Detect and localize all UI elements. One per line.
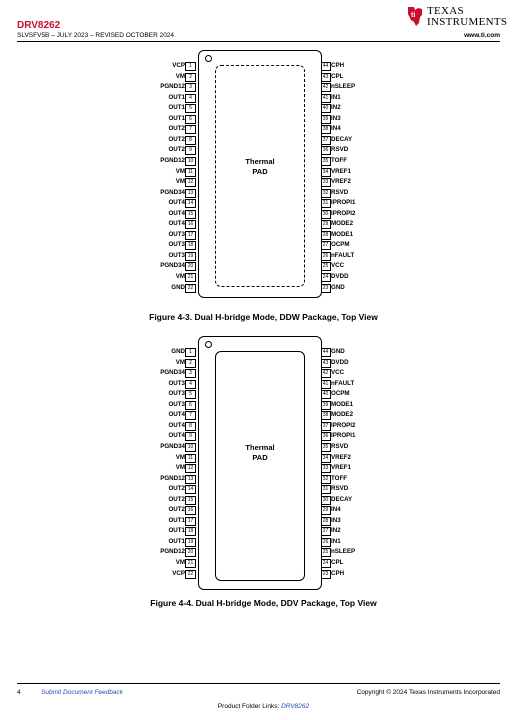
website-link[interactable]: www.ti.com (464, 32, 500, 39)
pin-name: OUT2 (168, 135, 185, 143)
right-pin-42 (320, 369, 390, 377)
pin-name: DVDD (331, 358, 349, 366)
left-pin-14 (140, 485, 196, 493)
pin-number: 13 (185, 475, 196, 484)
pin-number: 19 (185, 252, 196, 261)
left-pin-10 (140, 157, 196, 165)
right-pin-33 (320, 464, 390, 472)
pin-number: 14 (185, 199, 196, 208)
pin-name: IPROPI2 (331, 209, 356, 217)
ti-logo (405, 5, 508, 33)
pin-name: OUT3 (168, 241, 185, 249)
left-pin-11 (140, 454, 196, 462)
pin-name: CPL (331, 72, 344, 80)
ddw-package-outline (198, 50, 322, 298)
pin-name: OUT4 (168, 411, 185, 419)
logo-text-line1: TEXAS (427, 5, 464, 17)
pin-number: 24 (320, 273, 331, 282)
pin-name: VM (175, 167, 185, 175)
pin-number: 12 (185, 178, 196, 187)
pin-number: 42 (320, 369, 331, 378)
left-pin-17 (140, 517, 196, 525)
left-pin-9 (140, 146, 196, 154)
ddv-thermal-pad-label (199, 443, 321, 463)
pin-name: VCC (331, 369, 345, 377)
pin-number: 34 (320, 454, 331, 463)
product-folder-prefix: Product Folder Links: (217, 703, 282, 710)
submit-feedback-link[interactable]: Submit Document Feedback (41, 689, 124, 696)
pin-name: OUT1 (168, 93, 185, 101)
pin-number: 41 (320, 94, 331, 103)
pin-number: 39 (320, 401, 331, 410)
pin-number: 26 (320, 538, 331, 547)
pin-name: RSVD (331, 442, 349, 450)
right-pin-30 (320, 496, 390, 504)
pin-number: 21 (185, 559, 196, 568)
ddv-package-outline (198, 336, 322, 590)
pin-name: VM (175, 559, 185, 566)
right-pin-27 (320, 241, 390, 249)
right-pin-37 (320, 422, 390, 430)
pin-number: 9 (185, 432, 196, 441)
pin-name: GND (171, 283, 185, 291)
right-pin-24 (320, 559, 390, 567)
pin-name: PGND12 (160, 548, 185, 556)
pin-name: OUT1 (168, 516, 185, 524)
pin-number: 42 (320, 83, 331, 92)
pin-number: 15 (185, 496, 196, 505)
pin-name: VM (175, 358, 185, 366)
pin-name: MODE1 (331, 230, 354, 238)
pin-name: VM (175, 464, 185, 472)
pin-name: OUT4 (168, 220, 185, 228)
ddv-thermal-pad (215, 351, 305, 581)
pin-number: 23 (320, 570, 331, 579)
right-pin-29 (320, 506, 390, 514)
left-pin-11 (140, 168, 196, 176)
pin-number: 24 (320, 559, 331, 568)
pin-name: OUT2 (168, 146, 185, 154)
right-pin-41 (320, 380, 390, 388)
pin-number: 2 (185, 359, 196, 368)
svg-text:ti: ti (411, 12, 416, 19)
pin-number: 38 (320, 125, 331, 134)
left-pin-22 (140, 284, 196, 292)
pin-number: 16 (185, 220, 196, 229)
left-pin-4 (140, 380, 196, 388)
right-pin-44 (320, 348, 390, 356)
pin-number: 36 (320, 432, 331, 441)
pin-name: OUT1 (168, 114, 185, 122)
pin-name: DECAY (331, 135, 353, 143)
pin-name: OUT4 (168, 199, 185, 207)
right-pin-34 (320, 168, 390, 176)
pin-name: IPROPI1 (331, 199, 356, 207)
pin-number: 25 (320, 548, 331, 557)
right-pin-42 (320, 83, 390, 91)
pin-name: VCP (172, 569, 185, 577)
left-pin-10 (140, 443, 196, 451)
pin-name: IN3 (331, 516, 341, 524)
left-pin-18 (140, 527, 196, 535)
pin-number: 39 (320, 115, 331, 124)
pin-name: VM (175, 72, 185, 80)
pin-name: VCC (331, 262, 345, 270)
pin-name: IN4 (331, 506, 341, 514)
pin-name: OUT2 (168, 125, 185, 133)
pin-name: OUT3 (168, 251, 185, 259)
pin-name: PGND12 (160, 83, 185, 91)
pin1-indicator (205, 55, 212, 62)
right-pin-29 (320, 220, 390, 228)
pin-name: VREF1 (331, 464, 351, 472)
pin-name: CPH (331, 62, 345, 69)
pin-number: 37 (320, 136, 331, 145)
pin-name: OUT3 (168, 390, 185, 398)
left-pin-19 (140, 252, 196, 260)
left-pin-8 (140, 136, 196, 144)
pin-name: IN2 (331, 104, 341, 112)
pin-number: 15 (185, 210, 196, 219)
pin-number: 14 (185, 485, 196, 494)
left-pin-17 (140, 231, 196, 239)
right-pin-35 (320, 157, 390, 165)
pin-number: 38 (320, 411, 331, 420)
pin-name: IN1 (331, 537, 341, 545)
right-pin-26 (320, 252, 390, 260)
right-pin-43 (320, 73, 390, 81)
document-revision: SLVSFV5B – JULY 2023 – REVISED OCTOBER 2024 (17, 32, 175, 39)
left-pin-1 (140, 348, 196, 356)
pin-number: 22 (185, 570, 196, 579)
right-pin-33 (320, 178, 390, 186)
pin-number: 1 (185, 62, 196, 71)
pin-number: 34 (320, 168, 331, 177)
pin-name: MODE2 (331, 411, 354, 419)
left-pin-6 (140, 115, 196, 123)
pin-number: 21 (185, 273, 196, 282)
left-pin-5 (140, 104, 196, 112)
left-pin-12 (140, 464, 196, 472)
right-pin-38 (320, 411, 390, 419)
figure-4-3-caption: Figure 4-3. Dual H-bridge Mode, DDW Package, Top View (149, 312, 378, 322)
pin-number: 17 (185, 517, 196, 526)
copyright-notice: Copyright © 2024 Texas Instruments Incorporated (356, 689, 500, 696)
pin-number: 37 (320, 422, 331, 431)
pin-number: 40 (320, 104, 331, 113)
pin-name: OUT3 (168, 400, 185, 408)
pin-number: 9 (185, 146, 196, 155)
pin-name: DECAY (331, 495, 353, 503)
pin-name: RSVD (331, 188, 349, 196)
pin-name: VM (175, 273, 185, 280)
right-pin-30 (320, 210, 390, 218)
pin-name: OCPM (331, 390, 350, 398)
left-pin-2 (140, 73, 196, 81)
left-pin-21 (140, 273, 196, 281)
pin-number: 27 (320, 527, 331, 536)
right-pin-38 (320, 125, 390, 133)
pin-number: 44 (320, 348, 331, 357)
pin-name: VM (175, 453, 185, 461)
left-pin-20 (140, 548, 196, 556)
left-pin-7 (140, 125, 196, 133)
pin-name: IPROPI2 (331, 421, 356, 429)
pin-name: PGND12 (160, 156, 185, 164)
pin-number: 33 (320, 464, 331, 473)
right-pin-40 (320, 390, 390, 398)
right-pin-36 (320, 432, 390, 440)
left-pin-16 (140, 220, 196, 228)
logo-text (427, 6, 507, 28)
pin-number: 41 (320, 380, 331, 389)
left-pin-12 (140, 178, 196, 186)
left-pin-3 (140, 369, 196, 377)
pin-name: nSLEEP (331, 83, 356, 91)
pin-name: OUT3 (168, 230, 185, 238)
pin-name: OUT1 (168, 527, 185, 535)
pin-number: 5 (185, 104, 196, 113)
pin-number: 8 (185, 422, 196, 431)
right-pin-25 (320, 548, 390, 556)
pin-name: RSVD (331, 146, 349, 154)
pin-number: 4 (185, 380, 196, 389)
left-pin-9 (140, 432, 196, 440)
left-pin-18 (140, 241, 196, 249)
product-folder-links (0, 703, 527, 710)
pin-name: VREF1 (331, 167, 351, 175)
product-folder-link[interactable]: DRV8262 (281, 703, 310, 710)
pin-number: 22 (185, 284, 196, 293)
left-pin-15 (140, 496, 196, 504)
pin-number: 31 (320, 199, 331, 208)
right-pin-26 (320, 538, 390, 546)
pin-number: 3 (185, 369, 196, 378)
pin-name: MODE1 (331, 400, 354, 408)
figure-4-4-caption: Figure 4-4. Dual H-bridge Mode, DDV Package, Top View (150, 598, 377, 608)
right-pin-41 (320, 94, 390, 102)
ddw-thermal-pad-label (199, 157, 321, 177)
left-pin-5 (140, 390, 196, 398)
pin-number: 10 (185, 157, 196, 166)
left-pin-6 (140, 401, 196, 409)
pin-number: 5 (185, 390, 196, 399)
right-pin-32 (320, 189, 390, 197)
right-pin-40 (320, 104, 390, 112)
pin-number: 27 (320, 241, 331, 250)
pin-name: OUT2 (168, 506, 185, 514)
pin-number: 12 (185, 464, 196, 473)
pin-name: MODE2 (331, 220, 354, 228)
left-pin-8 (140, 422, 196, 430)
left-pin-22 (140, 570, 196, 578)
left-pin-16 (140, 506, 196, 514)
right-pin-32 (320, 475, 390, 483)
pin-number: 29 (320, 220, 331, 229)
document-title: DRV8262 (17, 20, 61, 31)
pin-name: TOFF (331, 156, 348, 164)
pin-name: DVDD (331, 273, 349, 280)
pin-number: 35 (320, 443, 331, 452)
pin-number: 17 (185, 231, 196, 240)
pin-name: OUT3 (168, 379, 185, 387)
pin-number: 19 (185, 538, 196, 547)
right-pin-44 (320, 62, 390, 70)
pin-number: 30 (320, 210, 331, 219)
pin-number: 11 (185, 454, 196, 463)
right-pin-39 (320, 115, 390, 123)
pin-number: 11 (185, 168, 196, 177)
pin-name: OUT2 (168, 495, 185, 503)
pin-name: OUT2 (168, 485, 185, 493)
footer-divider (17, 683, 500, 684)
ti-logo-icon (405, 5, 425, 27)
pin-name: VREF2 (331, 453, 351, 461)
pin-number: 36 (320, 146, 331, 155)
pin-name: TOFF (331, 474, 348, 482)
pin-number: 33 (320, 178, 331, 187)
right-pin-37 (320, 136, 390, 144)
pin-number: 28 (320, 517, 331, 526)
pin-name: CPL (331, 559, 344, 566)
pin-name: OUT4 (168, 209, 185, 217)
pin-number: 35 (320, 157, 331, 166)
right-pin-31 (320, 199, 390, 207)
pin-name: GND (331, 348, 345, 355)
right-pin-23 (320, 284, 390, 292)
pin-number: 20 (185, 548, 196, 557)
pin-name: PGND12 (160, 474, 185, 482)
pin-name: IPROPI1 (331, 432, 356, 440)
pin-name: PGND34 (160, 369, 185, 377)
pin-number: 4 (185, 94, 196, 103)
left-pin-2 (140, 359, 196, 367)
pin-number: 18 (185, 241, 196, 250)
left-pin-3 (140, 83, 196, 91)
pin-number: 43 (320, 73, 331, 82)
ddv-pad-label-line2: PAD (252, 453, 268, 462)
pin-name: PGND34 (160, 262, 185, 270)
pin-number: 28 (320, 231, 331, 240)
pin-number: 26 (320, 252, 331, 261)
header-divider (17, 41, 500, 42)
pin-number: 7 (185, 125, 196, 134)
pin-name: CPH (331, 569, 345, 577)
pin-number: 16 (185, 506, 196, 515)
pin-number: 25 (320, 262, 331, 271)
pin-number: 43 (320, 359, 331, 368)
pin-number: 6 (185, 401, 196, 410)
right-pin-28 (320, 517, 390, 525)
left-pin-20 (140, 262, 196, 270)
left-pin-15 (140, 210, 196, 218)
pin1-indicator (205, 341, 212, 348)
pin-number: 29 (320, 506, 331, 515)
pin-name: GND (331, 283, 345, 291)
pin-name: nSLEEP (331, 548, 356, 556)
left-pin-14 (140, 199, 196, 207)
pin-name: OUT1 (168, 537, 185, 545)
right-pin-39 (320, 401, 390, 409)
pin-name: IN2 (331, 527, 341, 535)
pin-name: OUT4 (168, 432, 185, 440)
pin-name: GND (171, 348, 185, 355)
pin-name: PGND34 (160, 188, 185, 196)
pin-number: 32 (320, 189, 331, 198)
pin-name: VREF2 (331, 178, 351, 186)
pin-number: 23 (320, 284, 331, 293)
pin-number: 7 (185, 411, 196, 420)
pin-number: 40 (320, 390, 331, 399)
pin-number: 1 (185, 348, 196, 357)
pin-number: 32 (320, 475, 331, 484)
pin-number: 6 (185, 115, 196, 124)
ddv-pad-label-line1: Thermal (245, 443, 275, 452)
ddw-pad-label-line1: Thermal (245, 157, 275, 166)
pin-name: OCPM (331, 241, 350, 249)
pin-name: VCP (172, 62, 185, 69)
pin-name: IN3 (331, 114, 341, 122)
left-pin-19 (140, 538, 196, 546)
pin-number: 8 (185, 136, 196, 145)
pin-name: VM (175, 178, 185, 186)
pin-name: nFAULT (331, 251, 355, 259)
right-pin-27 (320, 527, 390, 535)
pin-name: nFAULT (331, 379, 355, 387)
pin-number: 31 (320, 485, 331, 494)
page-number: 4 (17, 689, 21, 696)
right-pin-35 (320, 443, 390, 451)
left-pin-7 (140, 411, 196, 419)
right-pin-25 (320, 262, 390, 270)
left-pin-13 (140, 189, 196, 197)
pin-number: 20 (185, 262, 196, 271)
right-pin-24 (320, 273, 390, 281)
pin-number: 3 (185, 83, 196, 92)
pin-number: 18 (185, 527, 196, 536)
right-pin-34 (320, 454, 390, 462)
pin-number: 30 (320, 496, 331, 505)
pin-name: IN4 (331, 125, 341, 133)
pin-name: OUT1 (168, 104, 185, 112)
right-pin-36 (320, 146, 390, 154)
pin-name: PGND34 (160, 442, 185, 450)
pin-number: 13 (185, 189, 196, 198)
right-pin-31 (320, 485, 390, 493)
pin-name: OUT4 (168, 421, 185, 429)
left-pin-21 (140, 559, 196, 567)
pin-name: IN1 (331, 93, 341, 101)
left-pin-4 (140, 94, 196, 102)
pin-name: RSVD (331, 485, 349, 493)
left-pin-13 (140, 475, 196, 483)
right-pin-23 (320, 570, 390, 578)
left-pin-1 (140, 62, 196, 70)
pin-number: 44 (320, 62, 331, 71)
pin-number: 10 (185, 443, 196, 452)
logo-text-line2: INSTRUMENTS (427, 16, 508, 28)
ddw-pad-label-line2: PAD (252, 167, 268, 176)
right-pin-28 (320, 231, 390, 239)
right-pin-43 (320, 359, 390, 367)
pin-number: 2 (185, 73, 196, 82)
